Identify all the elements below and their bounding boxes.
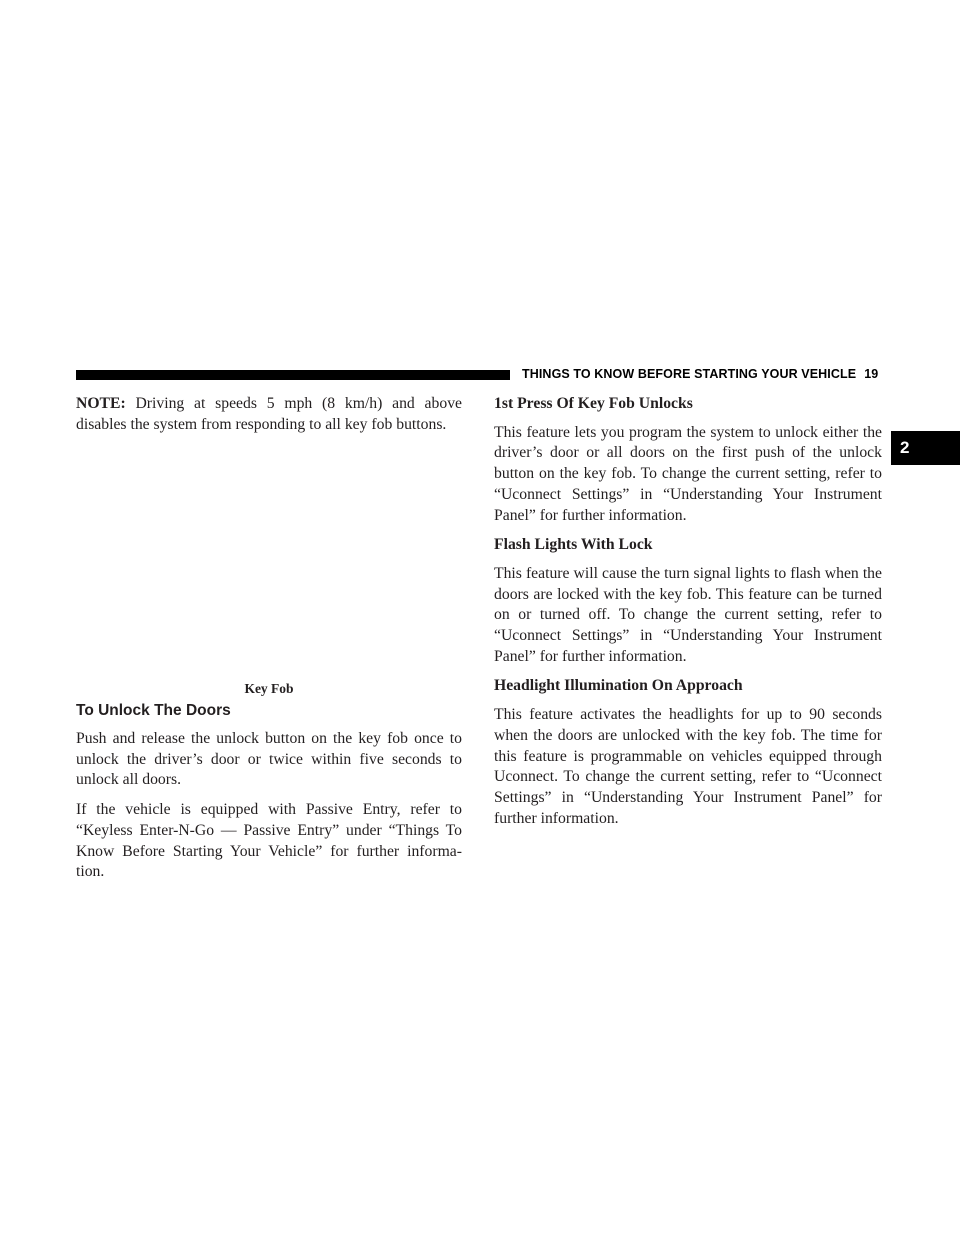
left-column	[76, 394, 462, 435]
first-press-paragraph: This feature lets you program the system to unlock either the driver’s door or all doors on the first push of the unlock button on the key fob. To change the current setting, refer to “Uconnect Settings” in “Understanding Your Instrument Panel” for further information.	[494, 423, 882, 524]
figure-caption: Key Fob	[244, 681, 294, 696]
left-body	[76, 729, 462, 883]
headlight-paragraph: This feature activates the headlights for up to 90 seconds when the doors are unlocked with the key fob. The time for this feature is programmable on vehicles equipped through Uconnect. To change the current setting, refer to “Uconnect Settings” in “Understanding Your Instrument Panel” for further information.	[494, 706, 882, 827]
chapter-tab: 2	[891, 431, 960, 465]
unlock-paragraph: Push and release the unlock button on the key fob once to unlock the driver’s door or twice within five seconds to unlock all doors.	[76, 730, 462, 789]
header-title: THINGS TO KNOW BEFORE STARTING YOUR VEHICLE	[522, 367, 857, 381]
note-text: Driving at speeds 5 mph (8 km/h) and above disables the system from responding to all key fob buttons.	[76, 395, 463, 433]
subheading-flash-lights: Flash Lights With Lock	[494, 536, 653, 554]
page-number: 19	[864, 367, 879, 381]
passive-entry-paragraph: If the vehicle is equipped with Passive Entry, refer to “Keyless Enter-N-Go — Passive Entry” under “Things To Know Before Starting Your Vehicle” for further informa-tion.	[76, 801, 462, 881]
running-header	[522, 367, 894, 381]
note-paragraph	[76, 394, 462, 435]
header-rule	[76, 370, 510, 380]
key-fob-figure	[76, 440, 462, 678]
flash-lights-paragraph: This feature will cause the turn signal lights to flash when the doors are locked with the key fob. This feature can be turned on or turned off. To change the current setting, refer to “Uconnect Settings” in “Understanding Your Instrument Panel” for further information.	[494, 564, 882, 665]
right-column	[494, 394, 882, 829]
subheading-first-press: 1st Press Of Key Fob Unlocks	[494, 395, 693, 412]
note-label: NOTE:	[76, 395, 126, 412]
section-heading: To Unlock The Doors	[76, 702, 231, 719]
subheading-headlight: Headlight Illumination On Approach	[494, 677, 743, 695]
